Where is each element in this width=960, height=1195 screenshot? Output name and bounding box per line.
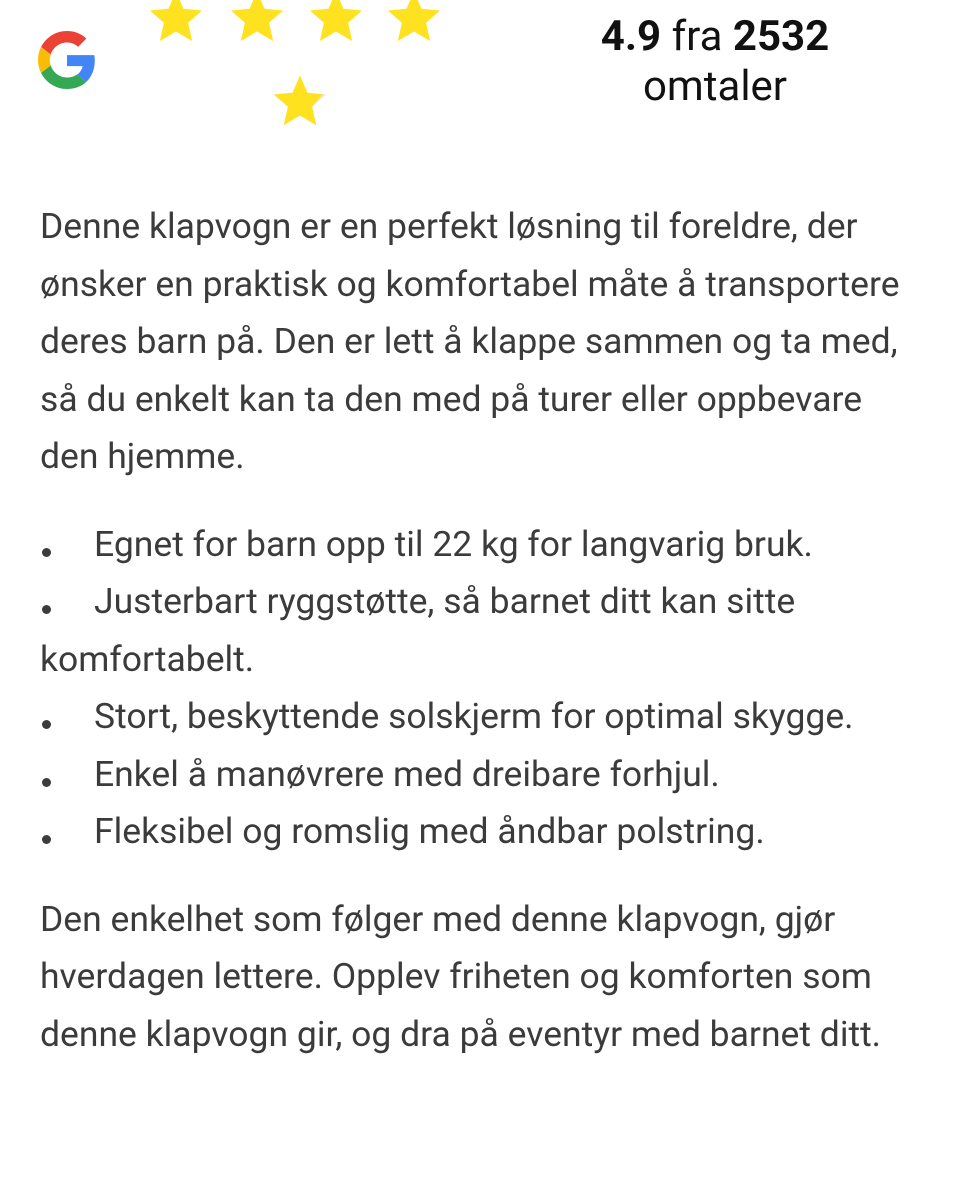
- list-item: [40, 516, 920, 574]
- description-outro: Den enkelhet som følger med denne klapvogn, gjør hverdagen lettere. Opplev friheten og komforten som denne klapvogn gir, og dra på eventyr med barnet ditt.: [40, 897, 882, 1055]
- rating-value: 4.9: [600, 12, 662, 61]
- star-icon: [146, 0, 206, 46]
- feature-list: [40, 516, 920, 861]
- feature-text: Fleksibel og romslig med åndbar polstring.: [94, 810, 765, 852]
- rating-summary: [560, 12, 870, 112]
- star-icon: [227, 0, 287, 46]
- list-item: [40, 803, 920, 861]
- product-description: [40, 198, 920, 1063]
- feature-text: Enkel å manøvrere med dreibare forhjul.: [94, 752, 720, 795]
- google-g-icon: [38, 31, 96, 89]
- rating-header: [0, 0, 960, 160]
- feature-text: Egnet for barn opp til 22 kg for langvarig bruk.: [94, 522, 813, 565]
- reviews-label: omtaler: [642, 62, 788, 111]
- list-item: [40, 746, 920, 804]
- list-item: [40, 688, 920, 746]
- description-intro: Denne klapvogn er en perfekt løsning til foreldre, der ønsker en praktisk og komfortabel måte å transportere deres barn på. Den er lett å klappe sammen og ta med, så du enkelt kan ta den med på turer eller oppbevare den hjemme.: [40, 205, 900, 477]
- rating-from-label: fra: [671, 12, 723, 61]
- star-icon: [306, 0, 366, 46]
- star-icon: [384, 0, 444, 46]
- star-icon: [270, 72, 330, 130]
- feature-text: Justerbart ryggstøtte, så barnet ditt kan sitte komfortabelt.: [40, 580, 796, 680]
- list-item: [40, 573, 920, 688]
- review-count: 2532: [732, 12, 830, 61]
- feature-text: Stort, beskyttende solskjerm for optimal skygge.: [94, 695, 854, 737]
